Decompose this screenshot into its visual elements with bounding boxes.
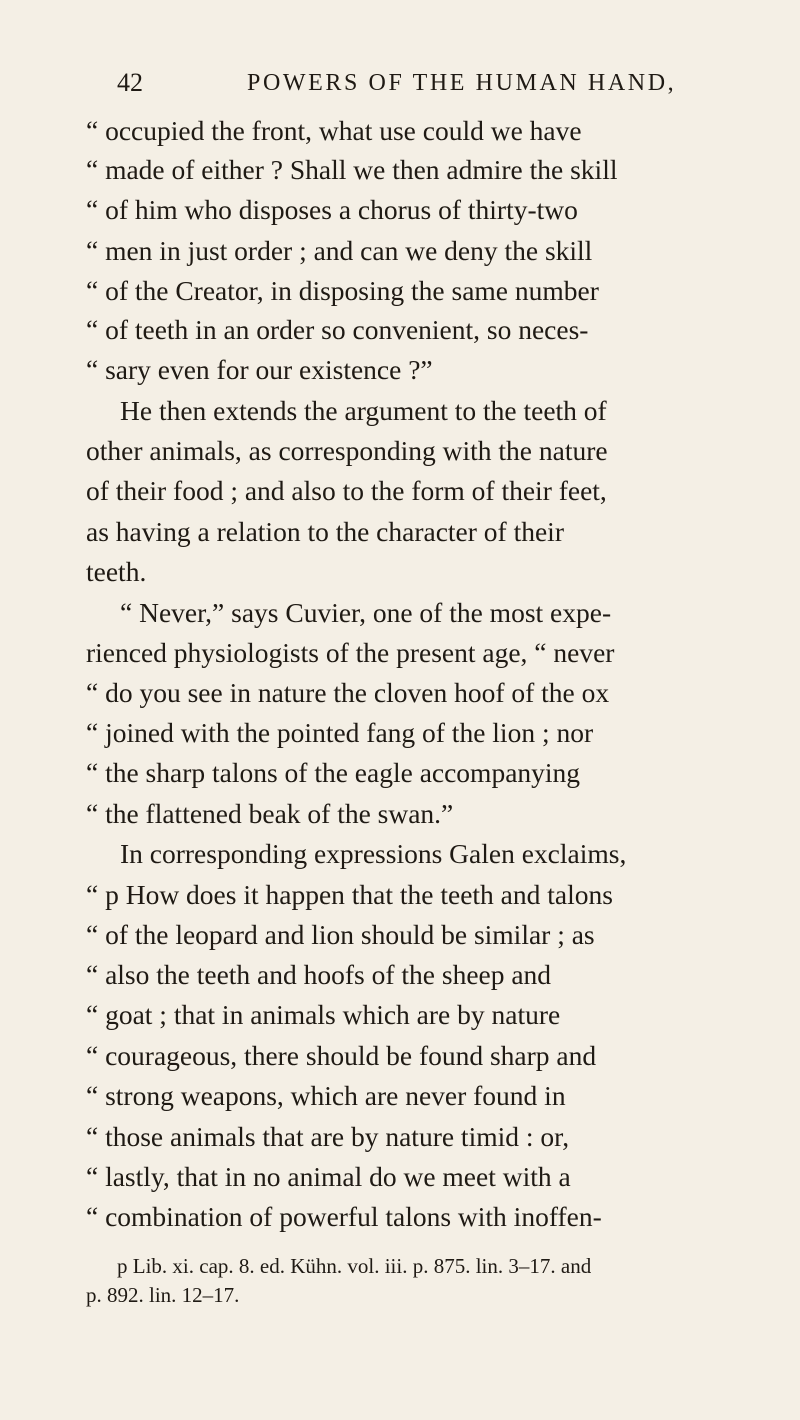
text-line: “ p How does it happen that the teeth and talons xyxy=(86,879,613,910)
footnote-line: p Lib. xi. cap. 8. ed. Kühn. vol. iii. p. 875. lin. 3–17. and xyxy=(117,1254,592,1278)
footnote-line: p. 892. lin. 12–17. xyxy=(86,1283,240,1307)
text-line: “ combination of powerful talons with inoffen- xyxy=(86,1201,602,1232)
text-line: “ goat ; that in animals which are by nature xyxy=(86,999,561,1030)
text-line: In corresponding expressions Galen exclaims, xyxy=(120,838,627,869)
text-line: “ those animals that are by nature timid : or, xyxy=(86,1121,570,1152)
text-line: “ do you see in nature the cloven hoof of the ox xyxy=(86,677,610,708)
text-line: rienced physiologists of the present age, “ never xyxy=(86,637,615,668)
text-line: teeth. xyxy=(86,556,147,587)
text-line: He then extends the argument to the teeth of xyxy=(120,395,607,426)
text-line: “ men in just order ; and can we deny the skill xyxy=(86,235,593,266)
page-header xyxy=(117,68,717,108)
text-line: “ made of either ? Shall we then admire the skill xyxy=(86,154,618,185)
text-line: “ of him who disposes a chorus of thirty-two xyxy=(86,194,578,225)
running-title: POWERS OF THE HUMAN HAND, xyxy=(247,70,677,96)
text-line: “ of teeth in an order so convenient, so neces- xyxy=(86,314,589,345)
text-line: of their food ; and also to the form of their feet, xyxy=(86,475,607,506)
text-line: “ courageous, there should be found sharp and xyxy=(86,1040,597,1071)
text-line: “ the flattened beak of the swan.” xyxy=(86,798,454,829)
text-line: “ Never,” says Cuvier, one of the most expe- xyxy=(120,597,612,628)
text-line: “ strong weapons, which are never found in xyxy=(86,1080,566,1111)
text-line: “ the sharp talons of the eagle accompanying xyxy=(86,757,581,788)
text-line: “ also the teeth and hoofs of the sheep and xyxy=(86,959,552,990)
text-line: “ joined with the pointed fang of the lion ; nor xyxy=(86,717,594,748)
text-line: “ lastly, that in no animal do we meet with a xyxy=(86,1161,571,1192)
text-line: “ occupied the front, what use could we have xyxy=(86,115,582,146)
page-number: 42 xyxy=(117,68,143,97)
text-line: other animals, as corresponding with the nature xyxy=(86,435,608,466)
text-line: “ sary even for our existence ?” xyxy=(86,354,433,385)
text-line: “ of the leopard and lion should be similar ; as xyxy=(86,919,595,950)
text-line: “ of the Creator, in disposing the same number xyxy=(86,275,599,306)
text-line: as having a relation to the character of their xyxy=(86,516,564,547)
